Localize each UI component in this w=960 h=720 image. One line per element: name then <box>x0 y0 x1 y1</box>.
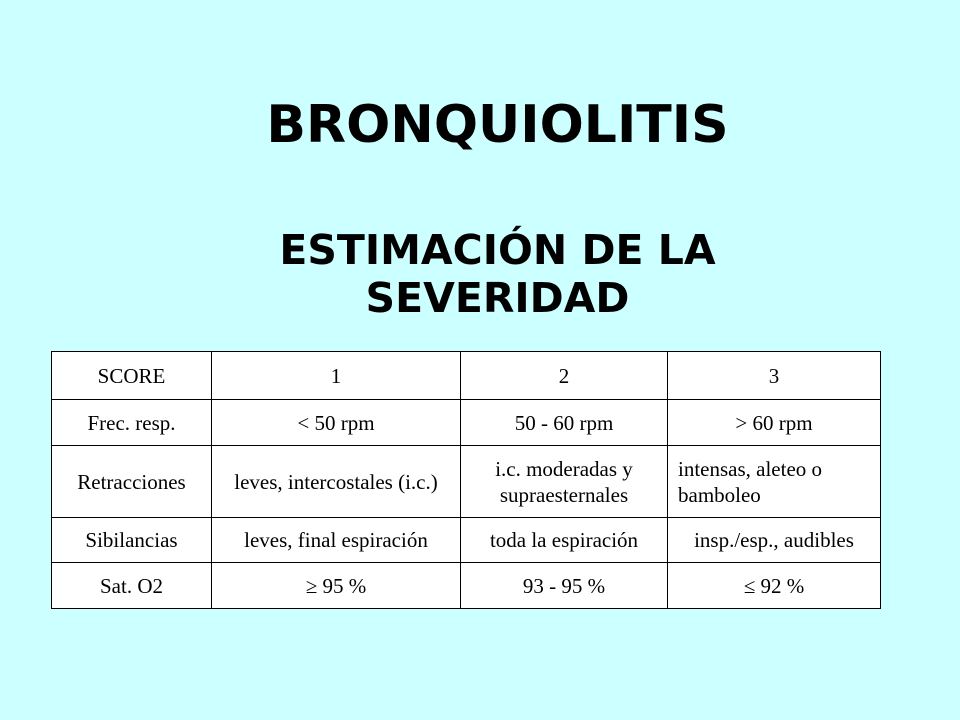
table-cell: 50 - 60 rpm <box>514 410 614 435</box>
cell-line: i.c. moderadas y <box>495 456 633 481</box>
table-cell: insp./esp., audibles <box>694 528 854 552</box>
cell-line: supraesternales <box>499 482 629 507</box>
row-label-frec-resp: Frec. resp. <box>87 410 176 435</box>
page-title: BRONQUIOLITIS <box>266 95 729 155</box>
table-cell: toda la espiración <box>489 528 639 552</box>
row-label-sat-o2: Sat. O2 <box>100 573 163 598</box>
table-cell <box>461 446 667 517</box>
table-cell: leves, intercostales (i.c.) <box>234 469 438 494</box>
table-cell: > 60 rpm <box>735 410 813 435</box>
subtitle-line-1: ESTIMACIÓN DE LA <box>279 226 716 274</box>
cell-line: intensas, aleteo o <box>678 456 823 481</box>
table-cell: < 50 rpm <box>297 410 375 435</box>
cell-line: bamboleo <box>678 482 761 507</box>
table-cell: ≤ 92 % <box>743 573 805 598</box>
header-score-3: 3 <box>768 363 780 388</box>
table-cell <box>678 446 880 517</box>
table-cell: 93 - 95 % <box>522 573 606 598</box>
table-cell: ≥ 95 % <box>305 573 367 598</box>
page-subtitle <box>0 226 960 322</box>
table-cell: leves, final espiración <box>244 528 428 552</box>
severity-score-table <box>51 351 881 609</box>
row-label-sibilancias: Sibilancias <box>85 528 178 552</box>
header-score-1: 1 <box>330 363 342 388</box>
header-score-2: 2 <box>558 363 570 388</box>
row-label-retracciones: Retracciones <box>77 469 186 494</box>
subtitle-line-2: SEVERIDAD <box>365 274 630 322</box>
header-score: SCORE <box>97 363 166 388</box>
